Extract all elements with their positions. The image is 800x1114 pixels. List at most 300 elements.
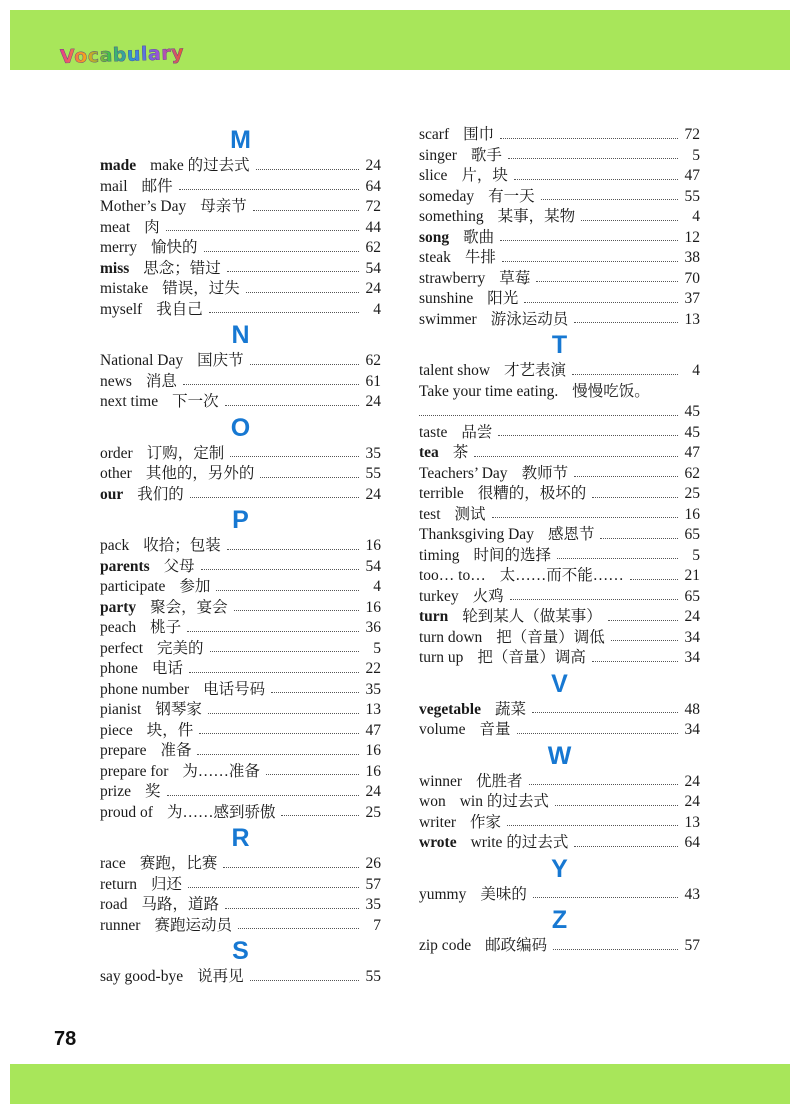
entry-page-number: 64 <box>365 177 381 195</box>
glossary-entry <box>100 444 381 465</box>
entry-word: phone number <box>100 680 190 698</box>
entry-translation: 母亲节 <box>200 198 247 215</box>
entry-page-number: 22 <box>365 660 381 677</box>
entry-translation: 蔬菜 <box>494 700 526 718</box>
entry-translation: 时间的选择 <box>473 546 551 564</box>
dot-leader <box>208 713 359 714</box>
glossary-entry <box>100 351 381 372</box>
dot-leader <box>500 138 678 139</box>
glossary-entry <box>419 248 700 269</box>
entry-translation: 愉快的 <box>151 239 198 256</box>
dot-leader <box>581 220 678 221</box>
entry-page-number: 54 <box>365 259 381 277</box>
entry-translation: 收拾；包装 <box>143 537 221 554</box>
entry-translation: 钢琴家 <box>155 701 202 718</box>
entry-page-number: 44 <box>365 218 381 236</box>
dot-leader <box>500 240 678 241</box>
entry-word: road <box>100 896 128 913</box>
glossary-entry <box>419 772 700 793</box>
entry-word: talent show <box>419 362 491 379</box>
section-letter-t: T <box>551 331 568 359</box>
entry-word: taste <box>419 423 448 441</box>
glossary-entry <box>419 607 700 628</box>
dot-leader <box>167 795 360 796</box>
glossary-entry <box>419 936 700 957</box>
entry-word: yummy <box>419 885 467 903</box>
entry-word: meat <box>100 218 131 236</box>
entry-page-number: 13 <box>365 701 381 718</box>
dot-leader <box>514 179 678 180</box>
glossary-entry <box>100 577 381 598</box>
entry-word: prize <box>100 783 131 800</box>
dot-leader <box>227 549 359 550</box>
entry-page-number: 12 <box>684 228 700 246</box>
entry-page-number: 24 <box>684 772 700 790</box>
glossary-entry <box>100 372 381 393</box>
glossary-entry <box>100 536 381 557</box>
entry-translation: 作家 <box>470 813 502 831</box>
entry-page-number: 25 <box>365 803 381 821</box>
dot-leader <box>253 210 359 211</box>
entry-page-number: 47 <box>684 167 700 184</box>
entry-translation: make 的过去式 <box>150 157 250 174</box>
glossary-entry <box>419 546 700 567</box>
dot-leader <box>600 538 678 539</box>
entry-translation: 有一天 <box>488 187 535 205</box>
dot-leader <box>498 435 678 436</box>
entry-word: our <box>100 485 124 503</box>
dot-leader <box>553 949 678 950</box>
glossary-entry <box>419 885 700 906</box>
dot-leader <box>611 640 678 641</box>
section-letter-n: N <box>231 321 250 349</box>
glossary-entry <box>100 259 381 280</box>
section-letter-p: P <box>232 506 249 534</box>
left-column <box>100 125 381 988</box>
entry-page-number: 24 <box>684 793 700 810</box>
entry-word: turn down <box>419 628 483 646</box>
entry-word: perfect <box>100 639 144 657</box>
glossary-entry <box>419 125 700 146</box>
dot-leader <box>533 897 678 898</box>
dot-leader <box>190 497 359 498</box>
entry-page-number: 24 <box>365 783 381 800</box>
entry-translation: 错误，过失 <box>162 280 240 297</box>
entry-translation: 赛跑运动员 <box>154 916 232 934</box>
entry-word: sunshine <box>419 290 474 307</box>
entry-word: steak <box>419 249 451 266</box>
glossary-entry <box>100 741 381 762</box>
entry-translation: 音量 <box>479 721 511 738</box>
entry-page-number: 4 <box>373 578 381 595</box>
entry-translation: 慢慢吃饭。 <box>572 382 650 400</box>
glossary-entry <box>100 721 381 742</box>
glossary-entry <box>419 423 700 444</box>
entry-page-number: 47 <box>684 444 700 461</box>
glossary-entry <box>419 289 700 310</box>
entry-page-number: 72 <box>684 126 700 143</box>
entry-translation: 测试 <box>454 505 486 523</box>
dot-leader <box>541 199 678 200</box>
dot-leader <box>266 774 359 775</box>
entry-translation: 消息 <box>145 372 177 390</box>
entry-word: zip code <box>419 937 472 954</box>
dot-leader <box>199 733 359 734</box>
glossary-entry <box>100 618 381 639</box>
entry-translation: 桃子 <box>150 619 182 636</box>
glossary-entry <box>419 464 700 485</box>
glossary-entry <box>100 218 381 239</box>
glossary-entry <box>100 392 381 413</box>
entry-page-number: 16 <box>365 742 381 759</box>
glossary-entry <box>419 146 700 167</box>
section-letter-m: M <box>230 126 251 154</box>
entry-translation: 把（音量）调低 <box>496 628 605 646</box>
dot-leader <box>250 364 359 365</box>
entry-page-number: 25 <box>684 485 700 502</box>
entry-page-number: 24 <box>365 157 381 174</box>
section-letter-y: Y <box>551 854 568 883</box>
entry-translation: 块，件 <box>146 721 194 739</box>
dot-leader <box>225 908 359 909</box>
entry-word: participate <box>100 578 166 595</box>
glossary-entry <box>100 598 381 619</box>
entry-translation: 火鸡 <box>472 587 504 605</box>
entry-word: miss <box>100 259 130 277</box>
dot-leader <box>517 733 678 734</box>
entry-page-number: 48 <box>684 700 700 718</box>
entry-page-number: 62 <box>684 464 700 482</box>
glossary-entry <box>100 557 381 578</box>
entry-page-number: 4 <box>373 300 381 318</box>
entry-translation: 赛跑，比赛 <box>139 855 218 872</box>
entry-translation: 准备 <box>160 742 192 759</box>
vocabulary-logo: Vocabulary <box>59 41 185 69</box>
entry-translation: 电话号码 <box>203 680 266 698</box>
entry-page-number: 13 <box>684 813 700 831</box>
dot-leader <box>238 928 359 929</box>
glossary-entry <box>100 916 381 937</box>
entry-translation: 归还 <box>151 875 183 893</box>
entry-word: order <box>100 444 133 462</box>
glossary-entry <box>419 228 700 249</box>
section-letter-r: R <box>231 824 250 852</box>
entry-page-number: 5 <box>373 639 381 657</box>
entry-page-number: 5 <box>692 146 700 164</box>
entry-word: swimmer <box>419 310 477 328</box>
entry-page-number: 72 <box>365 198 381 215</box>
glossary-entry <box>100 197 381 218</box>
entry-word: tea <box>419 444 439 461</box>
glossary-entry <box>100 300 381 321</box>
entry-word: parents <box>100 557 150 575</box>
entry-page-number: 43 <box>684 885 700 903</box>
entry-translation: 很糟的，极坏的 <box>477 485 587 502</box>
entry-translation: 完美的 <box>157 639 204 657</box>
entry-translation: 草莓 <box>499 269 531 287</box>
glossary-entry <box>419 269 700 290</box>
entry-page-number: 34 <box>684 649 700 666</box>
entry-page-number: 21 <box>684 567 700 584</box>
glossary-entry <box>419 587 700 608</box>
entry-word: mistake <box>100 280 149 297</box>
entry-word: myself <box>100 300 143 318</box>
dot-leader <box>492 517 678 518</box>
dot-leader <box>188 887 359 888</box>
glossary-entry <box>100 782 381 803</box>
entry-word: Thanksgiving Day <box>419 526 534 543</box>
dot-leader <box>555 805 678 806</box>
footer-banner <box>10 1064 790 1104</box>
entry-page-number: 4 <box>692 208 700 225</box>
entry-word: scarf <box>419 126 450 143</box>
entry-word: Take your time eating. <box>419 382 559 400</box>
entry-word: other <box>100 465 132 482</box>
glossary-entry <box>419 310 700 331</box>
entry-page-number: 37 <box>684 290 700 307</box>
section-letter-s: S <box>232 937 249 965</box>
entry-translation: 思念；错过 <box>143 259 221 277</box>
entry-translation: 太……而不能…… <box>499 567 624 584</box>
entry-page-number: 4 <box>692 362 700 379</box>
entry-translation: 阳光 <box>487 290 519 307</box>
dot-leader <box>281 815 359 816</box>
entry-word: strawberry <box>419 269 486 287</box>
glossary-entry <box>100 279 381 300</box>
entry-word: turkey <box>419 587 459 605</box>
dot-leader <box>210 651 359 652</box>
glossary-entry <box>419 484 700 505</box>
entry-translation: 优胜者 <box>476 772 523 790</box>
dot-leader <box>507 825 678 826</box>
entry-page-number: 57 <box>365 875 381 893</box>
glossary-entry <box>100 485 381 506</box>
entry-translation: 马路，道路 <box>141 896 220 913</box>
entry-page-number: 13 <box>684 310 700 328</box>
entry-page-number: 45 <box>684 423 700 441</box>
entry-word: Teachers’ Day <box>419 464 508 482</box>
dot-leader <box>630 579 678 580</box>
entry-translation: 轮到某人（做某事） <box>462 608 602 625</box>
entry-translation: 其他的，另外的 <box>145 465 255 482</box>
dot-leader <box>201 569 359 570</box>
glossary-entry <box>419 813 700 834</box>
entry-page-number: 55 <box>365 465 381 482</box>
dot-leader <box>197 754 359 755</box>
entry-translation: 游泳运动员 <box>490 310 569 328</box>
section-letter-w: W <box>547 741 572 770</box>
entry-word: next time <box>100 393 159 410</box>
glossary-entry <box>100 762 381 783</box>
entry-word: turn up <box>419 649 464 666</box>
entry-word: merry <box>100 239 138 256</box>
dot-leader <box>234 610 359 611</box>
dot-leader <box>529 784 678 785</box>
glossary-entry <box>100 680 381 701</box>
entry-word: singer <box>419 146 457 164</box>
dot-leader <box>166 230 359 231</box>
section-letter-z: Z <box>551 906 568 934</box>
entry-page-number: 38 <box>684 249 700 266</box>
entry-word: runner <box>100 916 141 934</box>
dot-leader <box>227 271 359 272</box>
entry-page-number: 35 <box>365 896 381 913</box>
entry-translation: 邮政编码 <box>485 937 548 954</box>
dot-leader <box>250 980 359 981</box>
entry-page-number: 36 <box>365 619 381 636</box>
glossary-entry <box>100 895 381 916</box>
entry-word: made <box>100 157 137 174</box>
glossary-entry <box>419 648 700 669</box>
glossary-entry <box>100 639 381 660</box>
dot-leader <box>592 661 678 662</box>
glossary-entry <box>419 833 700 854</box>
dot-leader <box>474 456 678 457</box>
entry-page-number: 16 <box>365 598 381 616</box>
entry-translation: win 的过去式 <box>459 793 549 810</box>
dot-leader <box>557 558 678 559</box>
entry-translation: 才艺表演 <box>504 362 567 379</box>
entry-word: test <box>419 505 441 523</box>
dot-leader <box>179 189 359 190</box>
entry-page-number: 24 <box>684 608 700 625</box>
entry-translation: 奖 <box>144 783 161 800</box>
entry-word: say good-bye <box>100 968 184 985</box>
entry-translation: 国庆节 <box>197 352 244 369</box>
glossary-entry <box>100 238 381 259</box>
glossary-entry <box>419 443 700 464</box>
section-letter-v: V <box>551 669 568 698</box>
dot-leader <box>510 599 678 600</box>
entry-translation: 教师节 <box>521 464 569 482</box>
entry-translation: 聚会，宴会 <box>150 598 228 616</box>
dot-leader <box>508 158 678 159</box>
entry-page-number: 34 <box>684 628 700 646</box>
entry-translation: 围巾 <box>463 126 495 143</box>
glossary-entry <box>419 187 700 208</box>
entry-word: winner <box>419 772 463 790</box>
dot-leader <box>225 405 359 406</box>
dot-leader <box>183 384 359 385</box>
glossary-entry <box>419 166 700 187</box>
entry-page-number: 5 <box>692 546 700 564</box>
dot-leader <box>574 476 678 477</box>
page-number: 78 <box>54 1028 77 1050</box>
glossary-entry <box>100 659 381 680</box>
entry-page-number: 16 <box>365 537 381 554</box>
dot-leader <box>532 712 678 713</box>
dot-leader <box>216 590 359 591</box>
dot-leader <box>592 497 678 498</box>
dot-leader <box>223 867 359 868</box>
entry-word: writer <box>419 813 457 831</box>
entry-translation: 品尝 <box>461 423 493 441</box>
entry-word: peach <box>100 619 137 636</box>
entry-translation: 某事，某物 <box>497 208 576 225</box>
entry-page-number: 16 <box>365 762 381 780</box>
dot-leader <box>246 292 359 293</box>
dot-leader <box>502 261 678 262</box>
entry-page-number: 35 <box>365 444 381 462</box>
entry-word: pianist <box>100 701 142 718</box>
entry-page-number: 24 <box>365 393 381 410</box>
entry-word: party <box>100 598 137 616</box>
entry-page-number: 34 <box>684 721 700 738</box>
entry-word: vegetable <box>419 700 481 718</box>
dot-leader <box>260 477 359 478</box>
entry-translation: 茶 <box>452 444 469 461</box>
entry-page-number: 61 <box>365 372 381 390</box>
entry-page-number: 45 <box>684 403 700 420</box>
entry-word: someday <box>419 187 475 205</box>
entry-word: something <box>419 208 484 225</box>
glossary-entry <box>419 525 700 546</box>
dot-leader <box>524 302 678 303</box>
dot-leader <box>271 692 359 693</box>
entry-page-number: 7 <box>373 916 381 934</box>
dot-leader <box>230 456 359 457</box>
entry-word: piece <box>100 721 133 739</box>
dot-leader <box>419 415 678 416</box>
entry-word: National Day <box>100 352 184 369</box>
glossary-entry <box>100 700 381 721</box>
entry-word: phone <box>100 660 138 677</box>
entry-page-number: 54 <box>365 557 381 575</box>
entry-translation: 说再见 <box>197 968 244 985</box>
entry-page-number: 64 <box>684 834 700 851</box>
section-letter-o: O <box>230 413 251 442</box>
entry-word: won <box>419 793 446 810</box>
entry-translation: 把（音量）调高 <box>477 649 586 666</box>
entry-page-number: 16 <box>684 505 700 523</box>
entry-word: slice <box>419 167 448 184</box>
entry-word: Mother’s Day <box>100 198 187 215</box>
entry-translation: 邮件 <box>141 177 173 195</box>
entry-word: race <box>100 855 126 872</box>
entry-word: return <box>100 875 138 893</box>
entry-translation: 为……准备 <box>182 762 260 780</box>
dot-leader <box>187 631 359 632</box>
entry-translation: 订购，定制 <box>146 444 225 462</box>
entry-translation: 感恩节 <box>547 526 595 543</box>
entry-translation: 电话 <box>151 660 183 677</box>
glossary-entry <box>100 875 381 896</box>
entry-translation: 为……感到骄傲 <box>166 803 276 821</box>
entry-page-number: 55 <box>684 187 700 205</box>
entry-page-number: 62 <box>365 239 381 256</box>
glossary-entry <box>100 156 381 177</box>
entry-translation: 下一次 <box>172 393 219 410</box>
glossary-entry <box>100 177 381 198</box>
entry-translation: 美味的 <box>480 885 527 903</box>
entry-translation: 歌手 <box>470 146 502 164</box>
glossary-entry <box>100 803 381 824</box>
dot-leader <box>574 846 678 847</box>
entry-page-number: 26 <box>365 855 381 872</box>
dot-leader <box>572 374 678 375</box>
glossary-entry <box>419 361 700 382</box>
entry-page-number: 24 <box>365 485 381 503</box>
glossary-entry <box>100 854 381 875</box>
dot-leader <box>209 312 359 313</box>
glossary-entry <box>419 720 700 741</box>
entry-page-number: 65 <box>684 587 700 605</box>
entry-word: timing <box>419 546 460 564</box>
entry-translation: 我自己 <box>156 300 203 318</box>
dot-leader <box>204 251 359 252</box>
entry-word: mail <box>100 177 128 195</box>
entry-page-number: 47 <box>365 721 381 739</box>
